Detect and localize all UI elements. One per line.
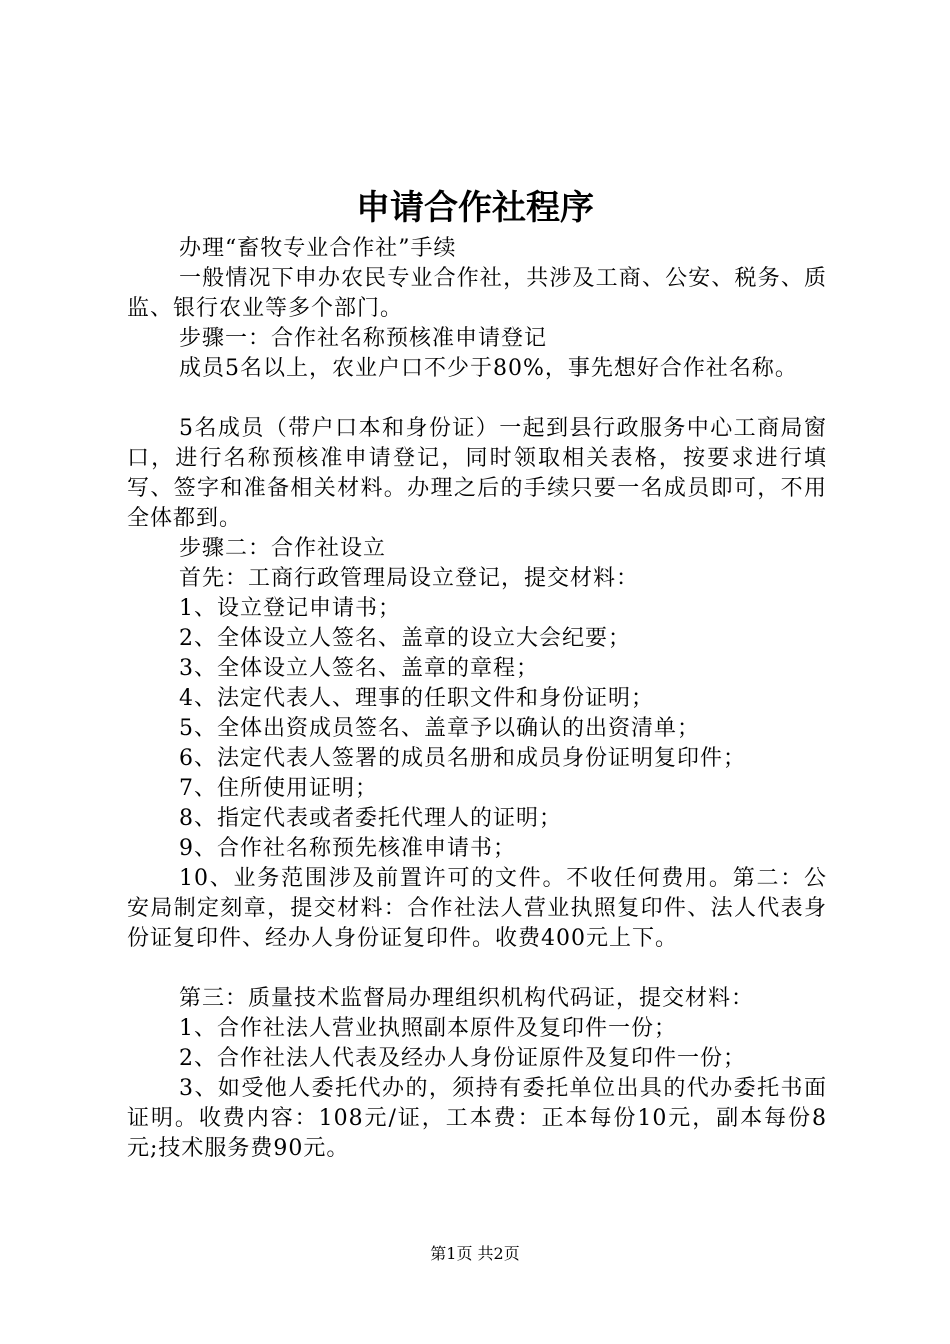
paragraph: 一般情况下申办农民专业合作社，共涉及工商、公安、税务、质监、银行农业等多个部门。	[127, 266, 827, 321]
paragraph: 成员5名以上，农业户口不少于80%，事先想好合作社名称。	[179, 356, 798, 381]
list-item: 9、合作社名称预先核准申请书；	[179, 836, 516, 861]
list-item: 4、法定代表人、理事的任职文件和身份证明；	[179, 686, 654, 711]
list-item: 3、全体设立人签名、盖章的章程；	[179, 656, 539, 681]
document-title: 申请合作社程序	[356, 188, 594, 228]
page-footer: 第1页 共2页	[430, 1244, 520, 1263]
document-body	[127, 234, 827, 1164]
paragraph: 步骤一：合作社名称预核准申请登记	[179, 326, 548, 351]
list-item: 5、全体出资成员签名、盖章予以确认的出资清单；	[179, 716, 700, 741]
paragraph: 5名成员（带户口本和身份证）一起到县行政服务中心工商局窗口，进行名称预核准申请登记，同时领取相关表格，按要求进行填写、签字和准备相关材料。办理之后的手续只要一名成员即可，不用全体都到。	[127, 416, 827, 531]
paragraph-gap	[127, 384, 827, 414]
list-item: 8、指定代表或者委托代理人的证明；	[179, 806, 562, 831]
list-item: 3、如受他人委托代办的，须持有委托单位出具的代办委托书面证明。收费内容：108元/证，工本费：正本每份10元，副本每份8元;技术服务费90元。	[127, 1076, 827, 1161]
paragraph-gap	[127, 954, 827, 984]
list-item: 7、住所使用证明；	[179, 776, 378, 801]
paragraph: 步骤二：合作社设立	[179, 536, 387, 561]
list-item: 1、设立登记申请书；	[179, 596, 401, 621]
list-item: 6、法定代表人签署的成员名册和成员身份证明复印件；	[179, 746, 746, 771]
list-item: 10、业务范围涉及前置许可的文件。不收任何费用。第二：公安局制定刻章，提交材料：合作社法人营业执照复印件、法人代表身份证复印件、经办人身份证复印件。收费400元上下。	[127, 866, 827, 951]
paragraph: 第三：质量技术监督局办理组织机构代码证，提交材料：	[179, 986, 755, 1011]
list-item: 1、合作社法人营业执照副本原件及复印件一份；	[179, 1016, 677, 1041]
paragraph: 首先：工商行政管理局设立登记，提交材料：	[179, 566, 640, 591]
list-item: 2、全体设立人签名、盖章的设立大会纪要；	[179, 626, 631, 651]
list-item: 2、合作社法人代表及经办人身份证原件及复印件一份；	[179, 1046, 746, 1071]
paragraph: 办理“畜牧专业合作社”手续	[179, 236, 457, 261]
